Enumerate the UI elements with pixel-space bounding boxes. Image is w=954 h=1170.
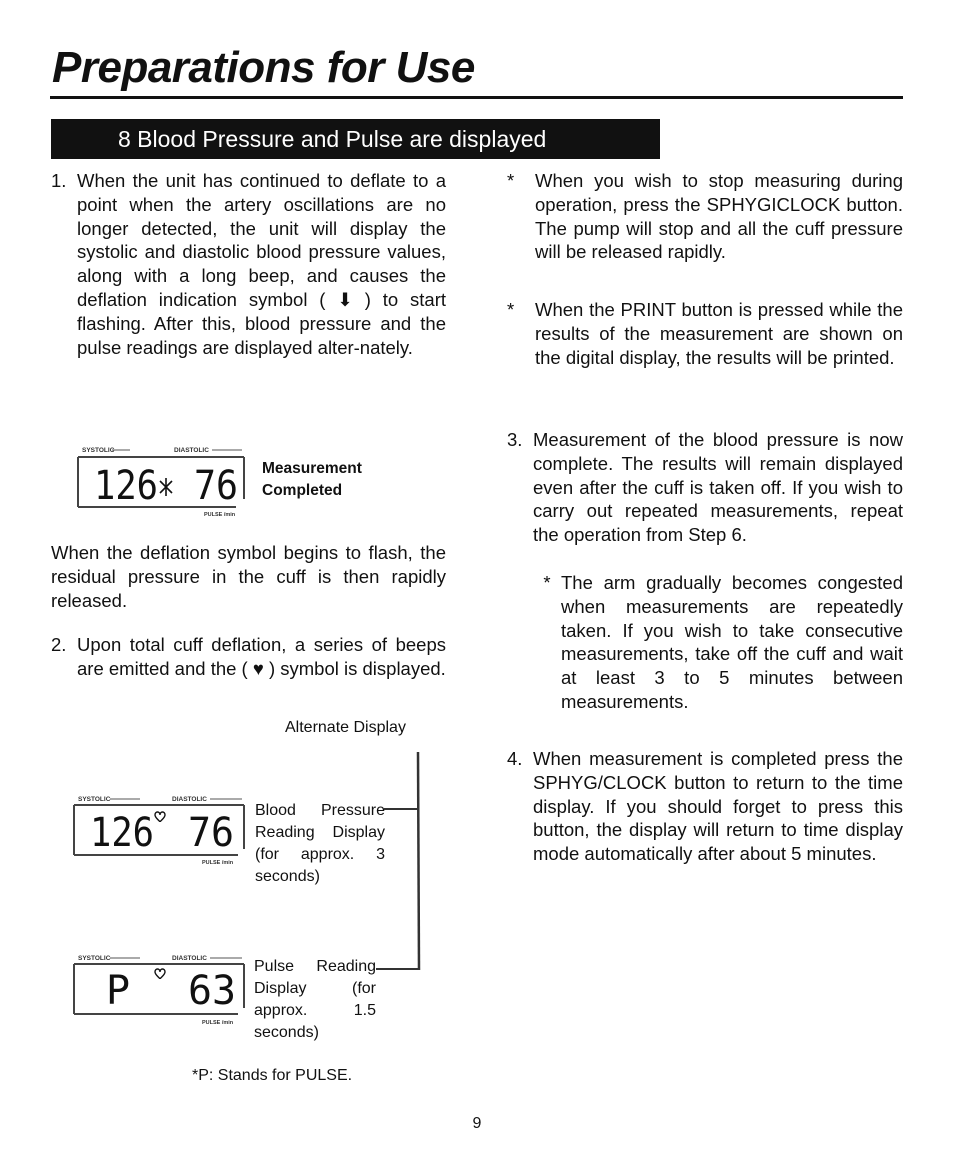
heart-icon [155, 969, 165, 979]
alternate-display-bracket [370, 750, 430, 975]
step-3-number: 3. [507, 429, 523, 450]
deflation-paragraph: When the deflation symbol begins to flash, the residual pressure in the cuff is then rapidly released. [51, 542, 446, 611]
note-1-mark: * [507, 170, 515, 191]
pulse-value: 63 [188, 968, 236, 1014]
step-1-number: 1. [51, 170, 67, 191]
note-print [507, 298, 903, 369]
pulse-display-caption: Pulse Reading Display (for approx. 1.5 seconds) [254, 958, 376, 1041]
note-2-text: When the PRINT button is pressed while the results of the measurement are shown on the digital display, the results will be printed. [535, 299, 903, 368]
step-4-number: 4. [507, 748, 523, 769]
alternate-display-label: Alternate Display [285, 719, 406, 736]
step-4-text: When measurement is completed press the SPHYG/CLOCK button to return to the time display. If you should forget to press this button, the display will return to time display mode automatically after about 5 minutes. [533, 748, 903, 865]
systolic-value: 126 [90, 810, 154, 856]
note-2-mark: * [507, 299, 515, 320]
page-title: Preparations for Use [52, 43, 475, 92]
blood-pressure-display-caption: Blood Pressure Reading Display (for approx. 3 seconds) [255, 802, 385, 885]
diastolic-value: 76 [188, 810, 234, 856]
step-1 [51, 169, 446, 359]
systolic-label: SYSTOLIC [82, 447, 115, 454]
pulse-label: PULSE /min [204, 512, 236, 517]
systolic-value: 126 [94, 463, 158, 509]
deflation-flash-icon [160, 478, 172, 496]
step-4 [507, 747, 903, 866]
pulse-label: PULSE /min [202, 860, 234, 866]
note-1-text: When you wish to stop measuring during operation, press the SPHYGICLOCK button. The pump will stop and all the cuff pressure will be released rapidly. [535, 170, 903, 263]
pulse-p-value: P [106, 968, 131, 1014]
diastolic-label: DIASTOLIC [174, 447, 209, 454]
measurement-completed-caption [262, 458, 362, 501]
title-rule [50, 96, 903, 99]
systolic-label: SYSTOLIC [78, 955, 111, 962]
step-3-note-mark: * [543, 572, 551, 593]
step-3-note-text: The arm gradually becomes congested when measurements are repeatedly taken. If you wish to take consecutive measurements, take off the cuff and wait at least 3 to 5 minutes between measurements. [561, 572, 903, 712]
step-2-text: Upon total cuff deflation, a series of beeps are emitted and the ( ♥ ) symbol is displayed. [77, 634, 446, 679]
step-1-text: When the unit has continued to deflate to a point when the artery oscillations are no longer detected, the unit will display the systolic and diastolic blood pressure values, along with a long beep, and causes the deflation indication symbol ( ⬇ ) to start flashing. After this, blood pressure and the pulse readings are displayed alter-nately. [77, 170, 446, 358]
lcd-display-blood-pressure [70, 793, 246, 867]
caption-line-2: Completed [262, 481, 343, 499]
note-stop-measuring [507, 169, 903, 264]
diastolic-value: 76 [194, 463, 238, 509]
step-2 [51, 633, 446, 681]
diastolic-label: DIASTOLIC [172, 955, 207, 962]
diastolic-label: DIASTOLIC [172, 796, 207, 803]
systolic-label: SYSTOLIC [78, 796, 111, 803]
pulse-label: PULSE /min [202, 1020, 234, 1026]
step-2-number: 2. [51, 634, 67, 655]
step-3-text: Measurement of the blood pressure is now complete. The results will remain displayed even after the cuff is taken off. If you wish to carry out repeated measurements, repeat the operation from Step 6. [533, 429, 903, 546]
caption-line-1: Measurement [262, 460, 362, 477]
step-3 [507, 428, 903, 547]
footnote: *P: Stands for PULSE. [192, 1067, 353, 1084]
section-heading: 8 Blood Pressure and Pulse are displayed [51, 119, 660, 159]
lcd-display-pulse [70, 952, 246, 1026]
step-3-note [533, 571, 903, 714]
page-number: 9 [472, 1115, 482, 1132]
lcd-display-measurement-completed [72, 443, 248, 517]
heart-icon [155, 812, 165, 822]
